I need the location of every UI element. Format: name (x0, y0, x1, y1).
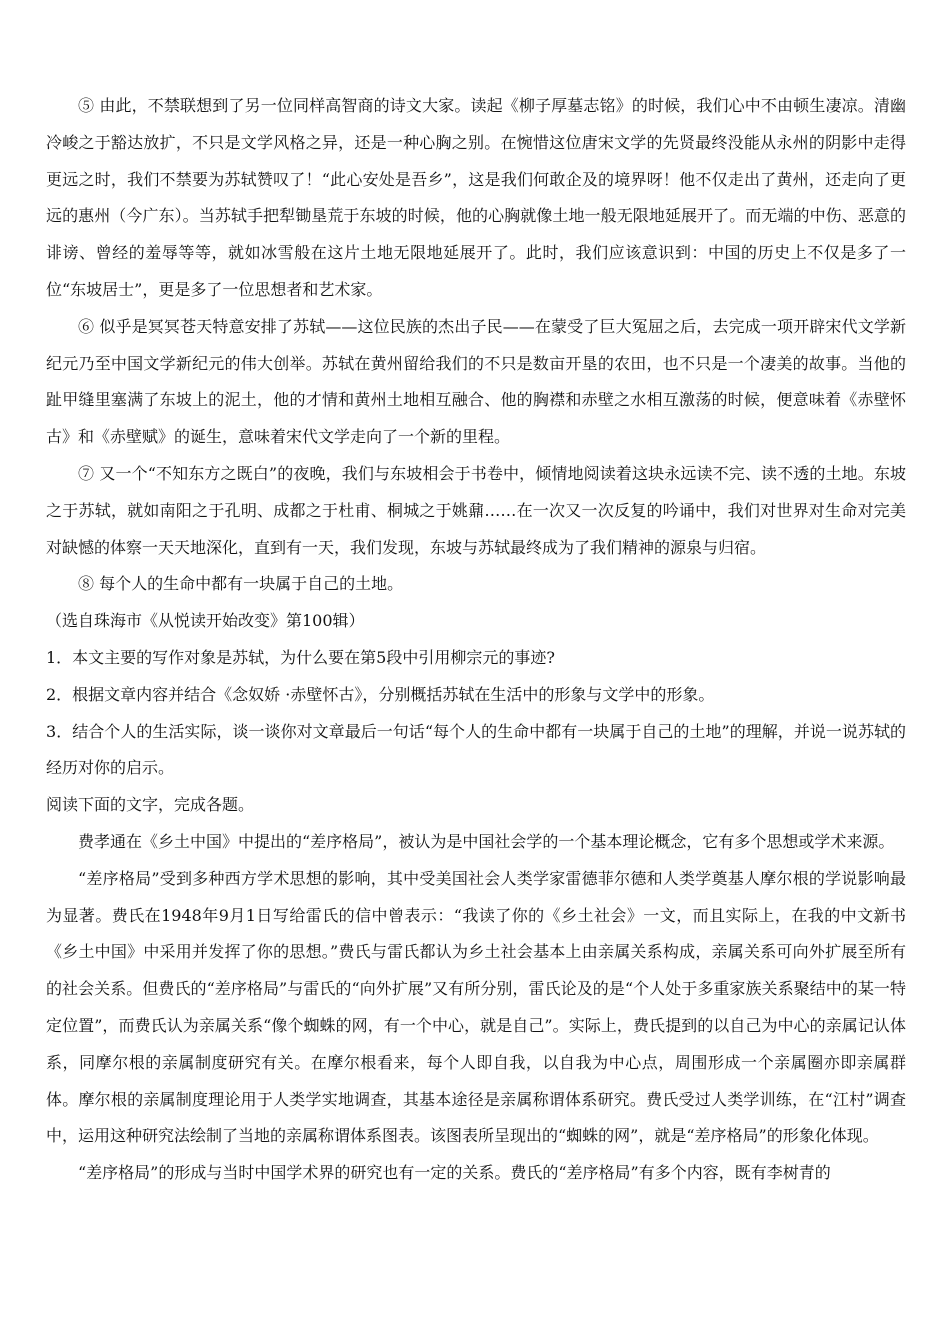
passage2-paragraph-2: “差序格局”受到多种西方学术思想的影响，其中受美国社会人类学家雷德菲尔德和人类学奠基人摩尔根的学说影响最为显著。费氏在1948年9月1日写给雷氏的信中曾表示：“我读了你的《乡土社会》一文，而且实际上，在我的中文新书《乡土中国》中采用并发挥了你的思想。”费氏与雷氏都认为乡土社会基本上由亲属关系构成，亲属关系可向外扩展至所有的社会关系。但费氏的“差序格局”与雷氏的“向外扩展”又有所分别，雷氏论及的是“个人处于多重家族关系聚结中的某一特定位置”，而费氏认为亲属关系“像个蜘蛛的网，有一个中心，就是自己”。实际上，费氏提到的以自己为中心的亲属记认体系，同摩尔根的亲属制度研究有关。在摩尔根看来，每个人即自我，以自我为中心点，周围形成一个亲属圈亦即亲属群体。摩尔根的亲属制度理论用于人类学实地调查，其基本途径是亲属称谓体系研究。费氏受过人类学训练，在“江村”调查中，运用这种研究法绘制了当地的亲属称谓体系图表。该图表所呈现出的“蜘蛛的网”，就是“差序格局”的形象化体现。 (46, 868, 906, 1146)
paragraph-7: ⑦ 又一个“不知东方之既白”的夜晚，我们与东坡相会于书卷中，倾情地阅读着这块永远读不完、读不透的土地。东坡之于苏轼，就如南阳之于孔明、成都之于杜甫、桐城之于姚鼐……在一次又一次反复的吟诵中，我们对世界对生命对完美对缺憾的体察一天天地深化，直到有一天，我们发现，东坡与苏轼最终成为了我们精神的源泉与归宿。 (46, 463, 906, 557)
document-page (46, 88, 906, 1192)
question-3: 3．结合个人的生活实际，谈一谈你对文章最后一句话“每个人的生命中都有一块属于自己的土地”的理解，并说一说苏轼的经历对你的启示。 (46, 721, 906, 778)
question-1: 1．本文主要的写作对象是苏轼，为什么要在第5段中引用柳宗元的事迹? (46, 647, 555, 667)
paragraph-6: ⑥ 似乎是冥冥苍天特意安排了苏轼——这位民族的杰出子民——在蒙受了巨大冤屈之后，去完成一项开辟宋代文学新纪元乃至中国文学新纪元的伟大创举。苏轼在黄州留给我们的不只是数亩开垦的农田，也不只是一个凄美的故事。当他的趾甲缝里塞满了东坡上的泥土，他的才情和黄州土地相互融合、他的胸襟和赤壁之水相互激荡的时候，便意味着《赤壁怀古》和《赤壁赋》的诞生，意味着宋代文学走向了一个新的里程。 (46, 316, 906, 447)
paragraph-5: ⑤ 由此，不禁联想到了另一位同样高智商的诗文大家。读起《柳子厚墓志铭》的时候，我们心中不由顿生凄凉。清幽冷峻之于豁达放扩，不只是文学风格之异，还是一种心胸之别。在惋惜这位唐宋文学的先贤最终没能从永州的阴影中走得更远之时，我们不禁要为苏轼赞叹了！“此心安处是吾乡”，这是我们何敢企及的境界呀！他不仅走出了黄州，还走向了更远的惠州（今广东）。当苏轼手把犁锄垦荒于东坡的时候，他的心胸就像土地一般无限地延展开了。而无端的中伤、恶意的诽谤、曾经的羞辱等等，就如冰雪般在这片土地无限地延展开了。此时，我们应该意识到：中国的历史上不仅是多了一位“东坡居士”，更是多了一位思想者和艺术家。 (46, 96, 906, 299)
question-2: 2．根据文章内容并结合《念奴娇 ·赤壁怀古》，分别概括苏轼在生活中的形象与文学中的形象。 (46, 684, 715, 704)
passage2-paragraph-1: 费孝通在《乡土中国》中提出的“差序格局”，被认为是中国社会学的一个基本理论概念，它有多个思想或学术来源。 (78, 831, 895, 851)
passage2-paragraph-3: “差序格局”的形成与当时中国学术界的研究也有一定的关系。费氏的“差序格局”有多个内容，既有李树青的 (78, 1163, 831, 1183)
source-citation: （选自珠海市《从悦读开始改变》第100辑） (46, 611, 365, 631)
paragraph-8: ⑧ 每个人的生命中都有一块属于自己的土地。 (78, 574, 404, 594)
reading-instruction: 阅读下面的文字，完成各题。 (46, 795, 255, 815)
